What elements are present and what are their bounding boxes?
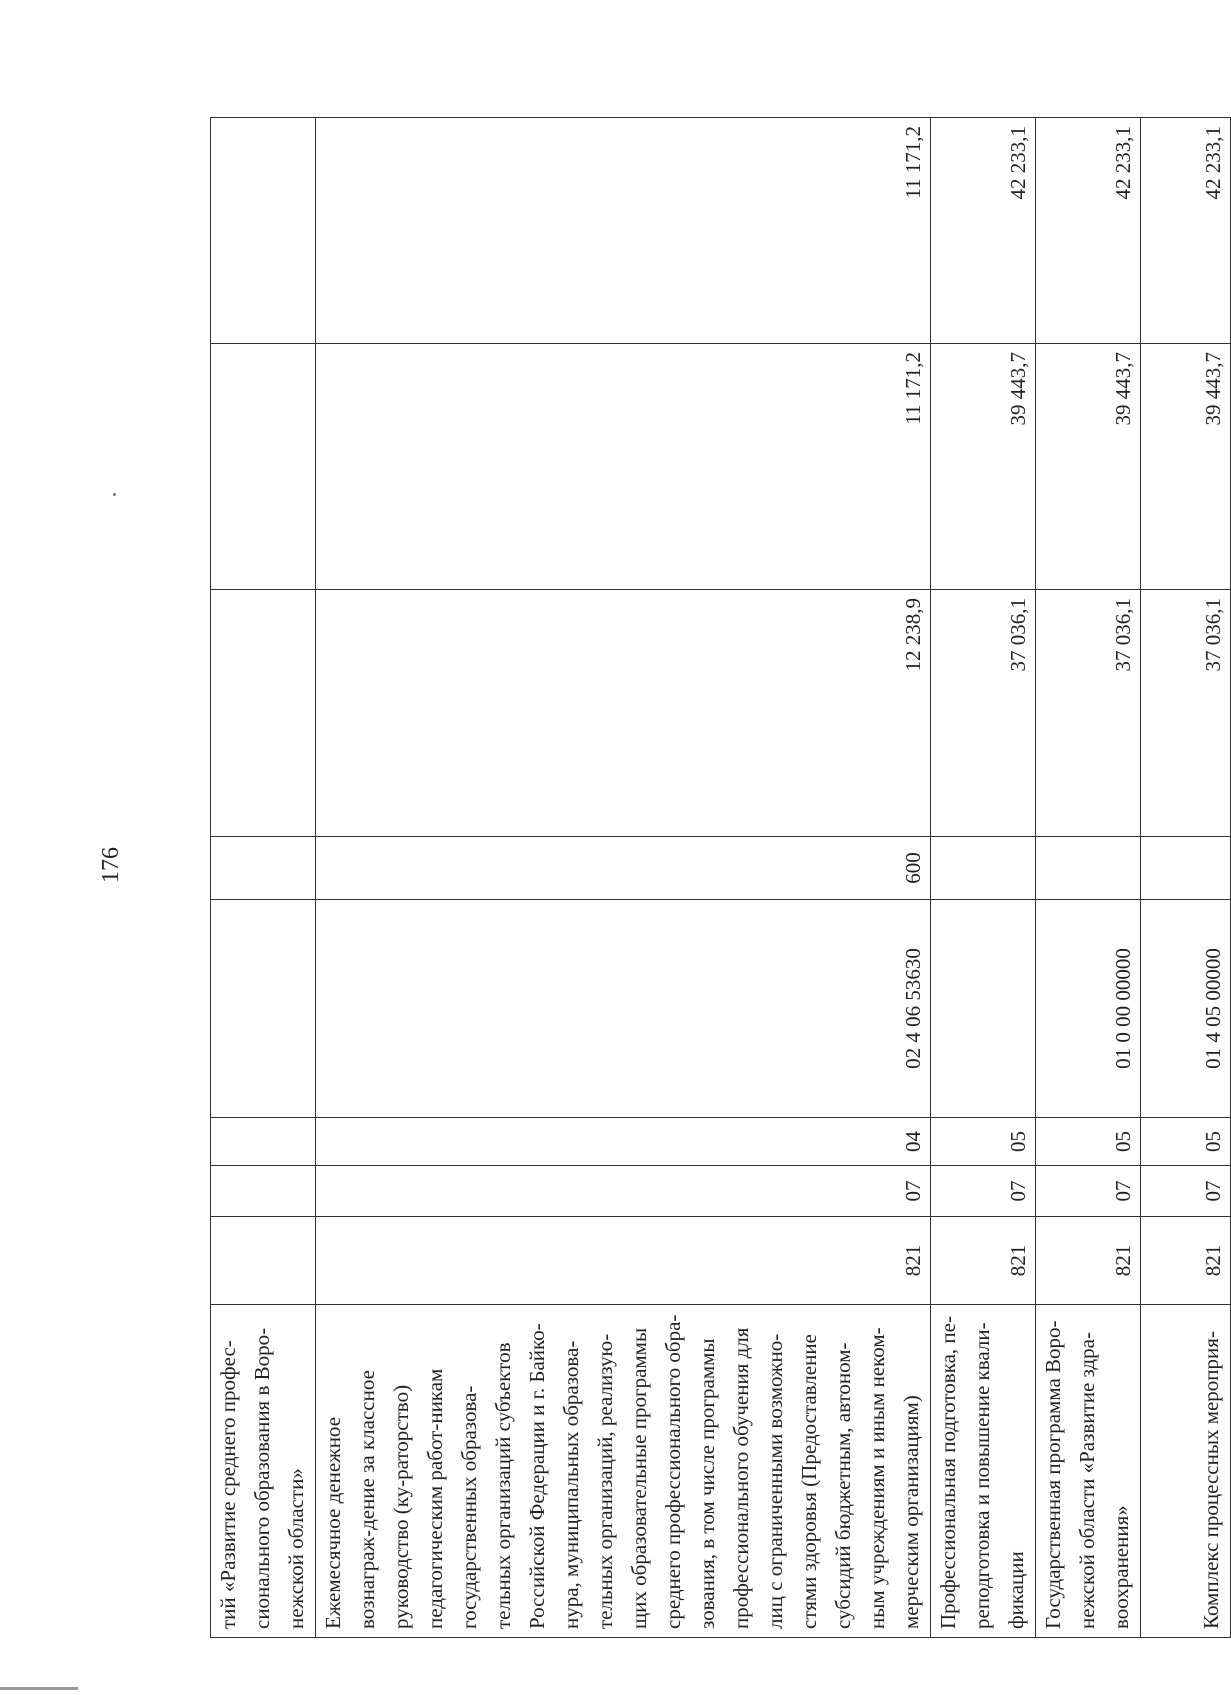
ministry-code: 821 [1036,1217,1141,1305]
row-name: Профессиональная подготовка, пе-реподготовка и повышение квали-фикации [931,1305,1036,1638]
table-row [931,118,1036,1638]
target-article-code: 01 0 00 00000 [1036,900,1141,1118]
table-row [211,118,316,1638]
scan-speck [113,493,116,496]
row-name: Комплекс процессных мероприя- [1141,1305,1231,1638]
expense-type-code [1036,837,1141,900]
ministry-code: 821 [931,1217,1036,1305]
subsection-code [211,1118,316,1166]
expense-type-code [211,837,316,900]
subsection-code: 05 [1036,1118,1141,1166]
amount-year3: 42 233,1 [931,118,1036,344]
table-row [1036,118,1141,1638]
budget-table [210,117,1231,1638]
amount-year2: 39 443,7 [931,344,1036,590]
ministry-code: 821 [1141,1217,1231,1305]
amount-year2: 39 443,7 [1141,344,1231,590]
table-row [1141,118,1231,1638]
table-row [316,118,931,1638]
scan-edge-mark [0,1687,78,1690]
row-name: Ежемесячное денежное вознаграж-дение за классное руководство (ку-раторство) педагогическим работ-никам государственных образова-тельных организаций субъектов Российской Федерации и г. Байко-нура, муниципальных образова-тельных организаций, реализую-щих образовательные программы среднего профессионального обра-зования, в том числе программы профессионального обучения для лиц с ограниченными возможно-стями здоровья (Предоставление субсидий бюджетным, автоном-ным учреждениям и иным неком-мерческим организациям) [316,1305,931,1638]
amount-year2: 11 171,2 [316,344,931,590]
amount-year1: 37 036,1 [1141,590,1231,837]
ministry-code: 821 [316,1217,931,1305]
section-code: 07 [931,1166,1036,1217]
page-number: 176 [97,847,124,883]
amount-year2 [211,344,316,590]
target-article-code [211,900,316,1118]
amount-year3 [211,118,316,344]
amount-year1: 37 036,1 [931,590,1036,837]
subsection-code: 05 [931,1118,1036,1166]
row-name: тий «Развитие среднего профес-сионального образования в Воро-нежской области» [211,1305,316,1638]
amount-year1: 12 238,9 [316,590,931,837]
budget-table-container [210,118,1225,1638]
target-article-code: 01 4 05 00000 [1141,900,1231,1118]
expense-type-code [931,837,1036,900]
section-code: 07 [1036,1166,1141,1217]
section-code: 07 [1141,1166,1231,1217]
section-code: 07 [316,1166,931,1217]
target-article-code: 02 4 06 53630 [316,900,931,1118]
subsection-code: 05 [1141,1118,1231,1166]
amount-year3: 42 233,1 [1141,118,1231,344]
amount-year2: 39 443,7 [1036,344,1141,590]
expense-type-code [1141,837,1231,900]
ministry-code [211,1217,316,1305]
target-article-code [931,900,1036,1118]
section-code [211,1166,316,1217]
amount-year3: 42 233,1 [1036,118,1141,344]
amount-year1 [211,590,316,837]
subsection-code: 04 [316,1118,931,1166]
row-name: Государственная программа Воро-нежской области «Развитие здра-воохранения» [1036,1305,1141,1638]
amount-year1: 37 036,1 [1036,590,1141,837]
amount-year3: 11 171,2 [316,118,931,344]
expense-type-code: 600 [316,837,931,900]
